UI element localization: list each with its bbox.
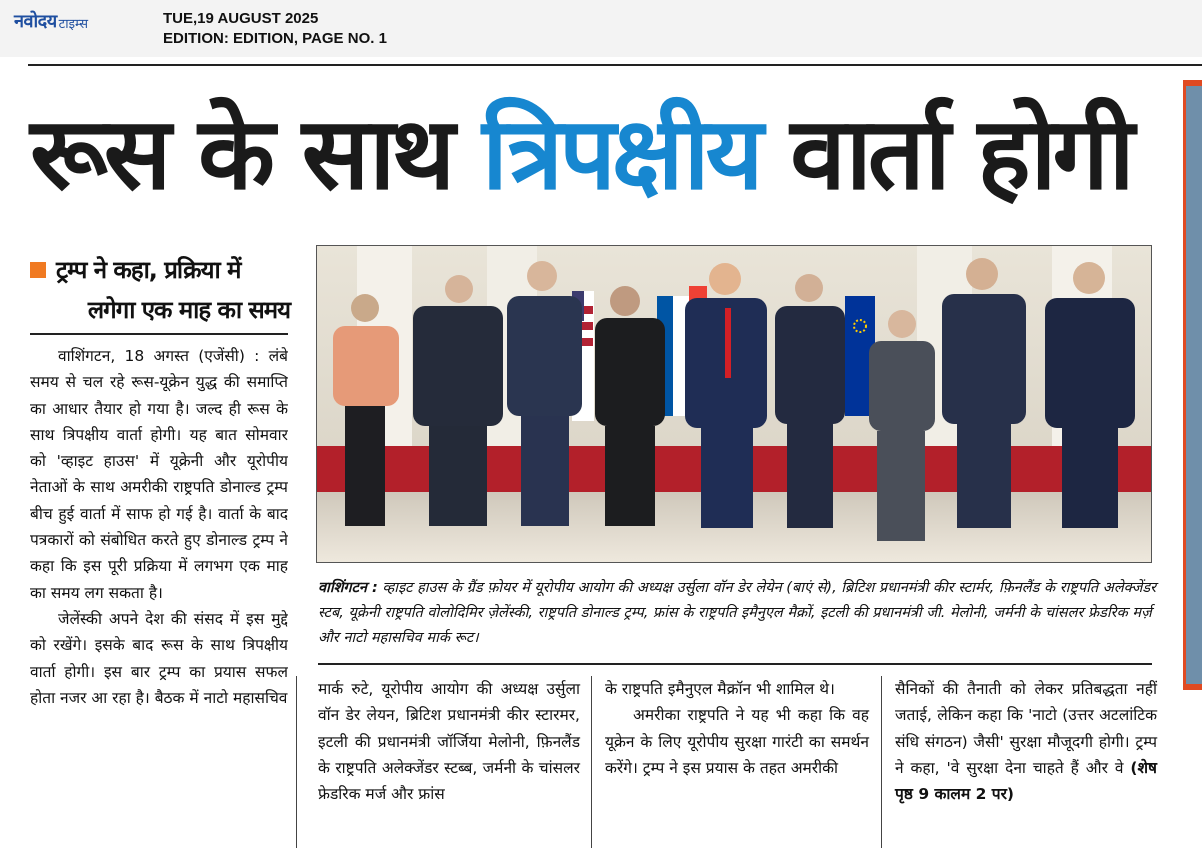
column-divider [296, 676, 297, 848]
logo-main-text: नवोदय [14, 11, 57, 32]
subheadline-line-2: लगेगा एक माह का समय [87, 296, 290, 324]
article-column-1 [30, 343, 288, 843]
article-paragraph: के राष्ट्रपति इमैनुएल मैक्रॉन भी शामिल थे। [605, 680, 835, 698]
edition-info [163, 9, 387, 49]
article-paragraph: जेलेंस्की अपने देश की संसद में इस मुद्दे को रखेंगे। इसके बाद रूस के साथ त्रिपक्षीय वार्ता होगी। इस बार ट्रम्प का प्रयास सफल होता नजर आ रहा है। बैठक में नाटो महासचिव [30, 609, 288, 707]
header-divider [28, 64, 1202, 66]
article-column-3 [605, 676, 869, 781]
article-paragraph: अमरीका राष्ट्रपति ने यह भी कहा कि वह यूक्रेन के लिए यूरोपीय सुरक्षा गारंटी का समर्थन करेंगे। ट्रम्प ने इस प्रयास के तहत अमरीकी [605, 706, 869, 777]
column-divider [881, 676, 882, 848]
adjacent-ad-strip [1183, 80, 1202, 690]
issue-date: TUE,19 AUGUST 2025 [163, 10, 319, 27]
adjacent-headline-fragment [1187, 760, 1202, 850]
bullet-square-icon [30, 262, 46, 278]
headline-part-1: रूस के साथ [30, 95, 452, 212]
article-paragraph: सैनिकों की तैनाती को लेकर प्रतिबद्धता नहीं जताई, लेकिन कहा कि 'नाटो (उत्तर अटलांटिक संधि संगठन) जैसी' सुरक्षा मौजूदगी होगी। ट्रम्प ने कहा, 'वे सुरक्षा देना चाहते हैं और वे [895, 680, 1157, 777]
headline-part-3: वार्ता होगी [790, 95, 1131, 212]
continued-on-page-link[interactable]: (शेष पृष्ठ 9 कालम 2 पर) [895, 758, 1157, 804]
headline-part-2: त्रिपक्षीय [481, 95, 760, 212]
caption-text: व्हाइट हाउस के ग्रैंड फ़ोयर में यूरोपीय आयोग की अध्यक्ष उर्सुला वॉन डेर लेयेन (बाएं से), ब्रिटिश प्रधानमंत्री कीर स्टार्मर, फ़िनलैंड के राष्ट्रपति अलेक्जेंडर स्टब, यूक्रेनी राष्ट्रपति वोलोदिमिर ज़ेलेंस्की, राष्ट्रपति डोनाल्ड ट्रम्प, फ्रांस के राष्ट्रपति इमैनुएल मैक्रों, इटली की प्रधानमंत्री जी. मेलोनी, जर्मनी के चांसलर फ्रेडरिक मर्ज़ और नाटो महासचिव मार्क रूट। [318, 580, 1157, 646]
logo-sub-text: टाइम्स [58, 17, 88, 32]
caption-dateline: वाशिंगटन : [318, 580, 378, 596]
page-header [0, 0, 1202, 57]
caption-divider [318, 663, 1152, 665]
article-paragraph: वाशिंगटन, 18 अगस्त (एजेंसी) : लंबे समय से चल रहे रूस-यूक्रेन युद्ध की समाप्ति का आधार तैयार हो गया है। जल्द ही रूस के साथ त्रिपक्षीय वार्ता होगी। यह बात सोमवार को 'व्हाइट हाउस' में यूक्रेनी और यूरोपीय नेताओं के साथ अमरीकी राष्ट्रपति डोनाल्ड ट्रम्प बीच हुई वार्ता में साफ हो गई है। वार्ता के बाद पत्रकारों को संबोधित करते हुए डोनाल्ड ट्रम्प ने कहा कि इस पूरी प्रक्रिया में लगभग एक माह का समय लग सकता है। [30, 347, 288, 602]
column-divider [591, 676, 592, 848]
subheadline-line-1: ट्रम्प ने कहा, प्रक्रिया में [56, 256, 241, 284]
article-column-2 [318, 676, 580, 807]
newspaper-logo [14, 9, 88, 33]
headline [30, 74, 1190, 234]
edition-page: EDITION: EDITION, PAGE NO. 1 [163, 30, 387, 47]
article-column-4 [895, 676, 1157, 807]
article-paragraph: मार्क रुटे, यूरोपीय आयोग की अध्यक्ष उर्सुला वॉन डेर लेयन, ब्रिटिश प्रधानमंत्री कीर स्टारमर, इटली की प्रधानमंत्री जॉर्जिया मेलोनी, फ़िनलैंड के राष्ट्रपति अलेक्जेंडर स्टब्ब, जर्मनी के चांसलर फ्रेडरिक मर्ज और फ्रांस [318, 680, 580, 804]
subheadline-divider [30, 333, 288, 335]
subheadline [30, 250, 292, 330]
photo-caption [318, 576, 1160, 651]
news-photo [316, 245, 1152, 563]
adjacent-ad-image [1186, 86, 1202, 684]
